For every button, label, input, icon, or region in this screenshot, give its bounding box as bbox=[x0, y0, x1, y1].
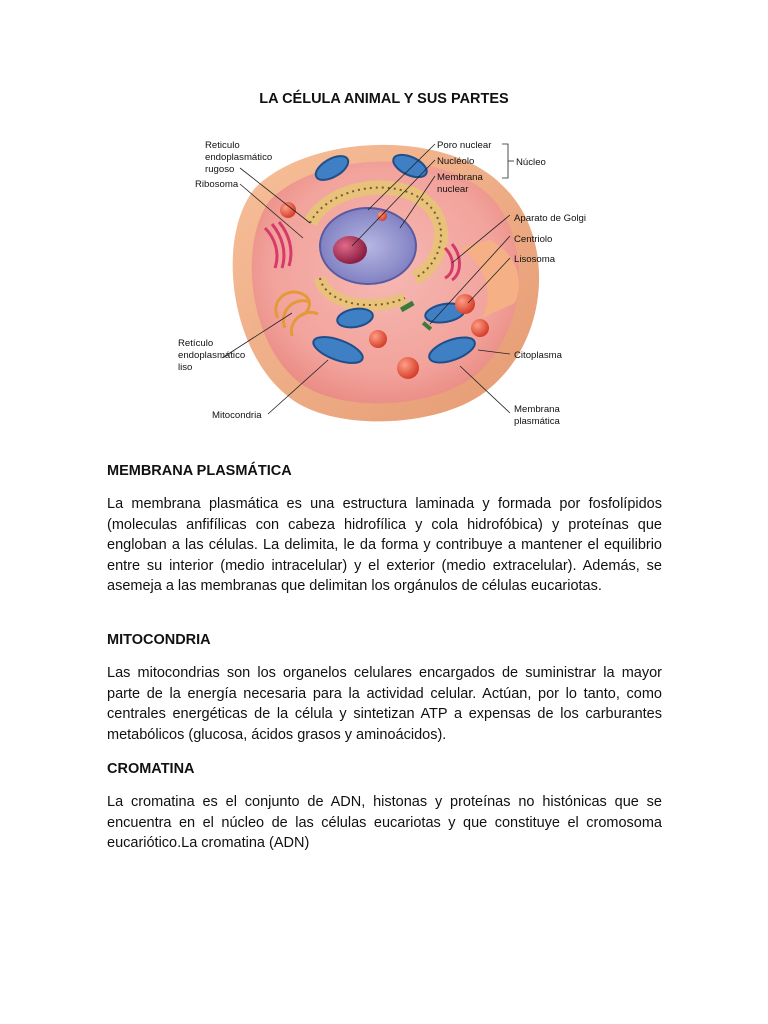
section-mitocondria bbox=[107, 632, 662, 745]
nucleus bbox=[320, 208, 416, 284]
section-heading: MITOCONDRIA bbox=[107, 632, 211, 648]
section-cromatina bbox=[107, 761, 662, 854]
section-body: La cromatina es el conjunto de ADN, histonas y proteínas no histónicas que se encuentra en el núcleo de las células eucariotas y que constituye el cromosoma eucariótico.La cromatina (ADN) bbox=[107, 794, 662, 851]
label-centriolo: Centriolo bbox=[514, 234, 553, 245]
label-reticulo-rugoso-1: Reticulo bbox=[205, 140, 240, 151]
section-body: La membrana plasmática es una estructura laminada y formada por fosfolípidos (moleculas anfifílicas con cabeza hidrofílica y cola hidrofóbica) y proteínas que engloban a las células. La delimita, le da forma y contribuye a mantener el equilibrio entre su interior (medio intracelular) y el exterior (medio extracelular). Además, se asemeja a las membranas que delimitan los orgánulos de células eucariotas. bbox=[107, 496, 662, 594]
label-poro-nuclear: Poro nuclear bbox=[437, 140, 492, 151]
section-body: Las mitocondrias son los organelos celulares encargados de suministrar la mayor parte de la energía necesaria para la actividad celular. Actúan, por lo tanto, como centrales energéticas de la célula y sintetizan ATP a expensas de los carburantes metabólicos (glucosa, ácidos grasos y aminoácidos). bbox=[107, 665, 662, 743]
label-reticulo-rugoso-3: rugoso bbox=[205, 164, 235, 175]
section-heading: CROMATINA bbox=[107, 761, 195, 777]
label-reticulo-liso-1: Retículo bbox=[178, 338, 214, 349]
label-reticulo-liso-2: endoplasmático bbox=[178, 350, 246, 361]
animal-cell-diagram bbox=[160, 128, 590, 436]
label-aparato-golgi: Aparato de Golgi bbox=[514, 213, 586, 224]
label-mitocondria: Mitocondria bbox=[212, 410, 262, 421]
label-nucleolo: Nucléolo bbox=[437, 156, 475, 167]
section-membrana-plasmatica bbox=[107, 463, 662, 597]
label-citoplasma: Citoplasma bbox=[514, 350, 562, 361]
label-membrana-plasmatica-2: plasmática bbox=[514, 416, 560, 427]
label-lisosoma: Lisosoma bbox=[514, 254, 556, 265]
label-nucleo: Núcleo bbox=[516, 157, 546, 168]
label-membrana-plasmatica-1: Membrana bbox=[514, 404, 560, 415]
label-ribosoma: Ribosoma bbox=[195, 179, 239, 190]
label-membrana-nuclear-1: Membrana bbox=[437, 172, 483, 183]
label-membrana-nuclear-2: nuclear bbox=[437, 184, 469, 195]
label-reticulo-rugoso-2: endoplasmático bbox=[205, 152, 273, 163]
section-heading: MEMBRANA PLASMÁTICA bbox=[107, 463, 292, 479]
document-title: LA CÉLULA ANIMAL Y SUS PARTES bbox=[259, 91, 509, 107]
label-reticulo-liso-3: liso bbox=[178, 362, 193, 373]
